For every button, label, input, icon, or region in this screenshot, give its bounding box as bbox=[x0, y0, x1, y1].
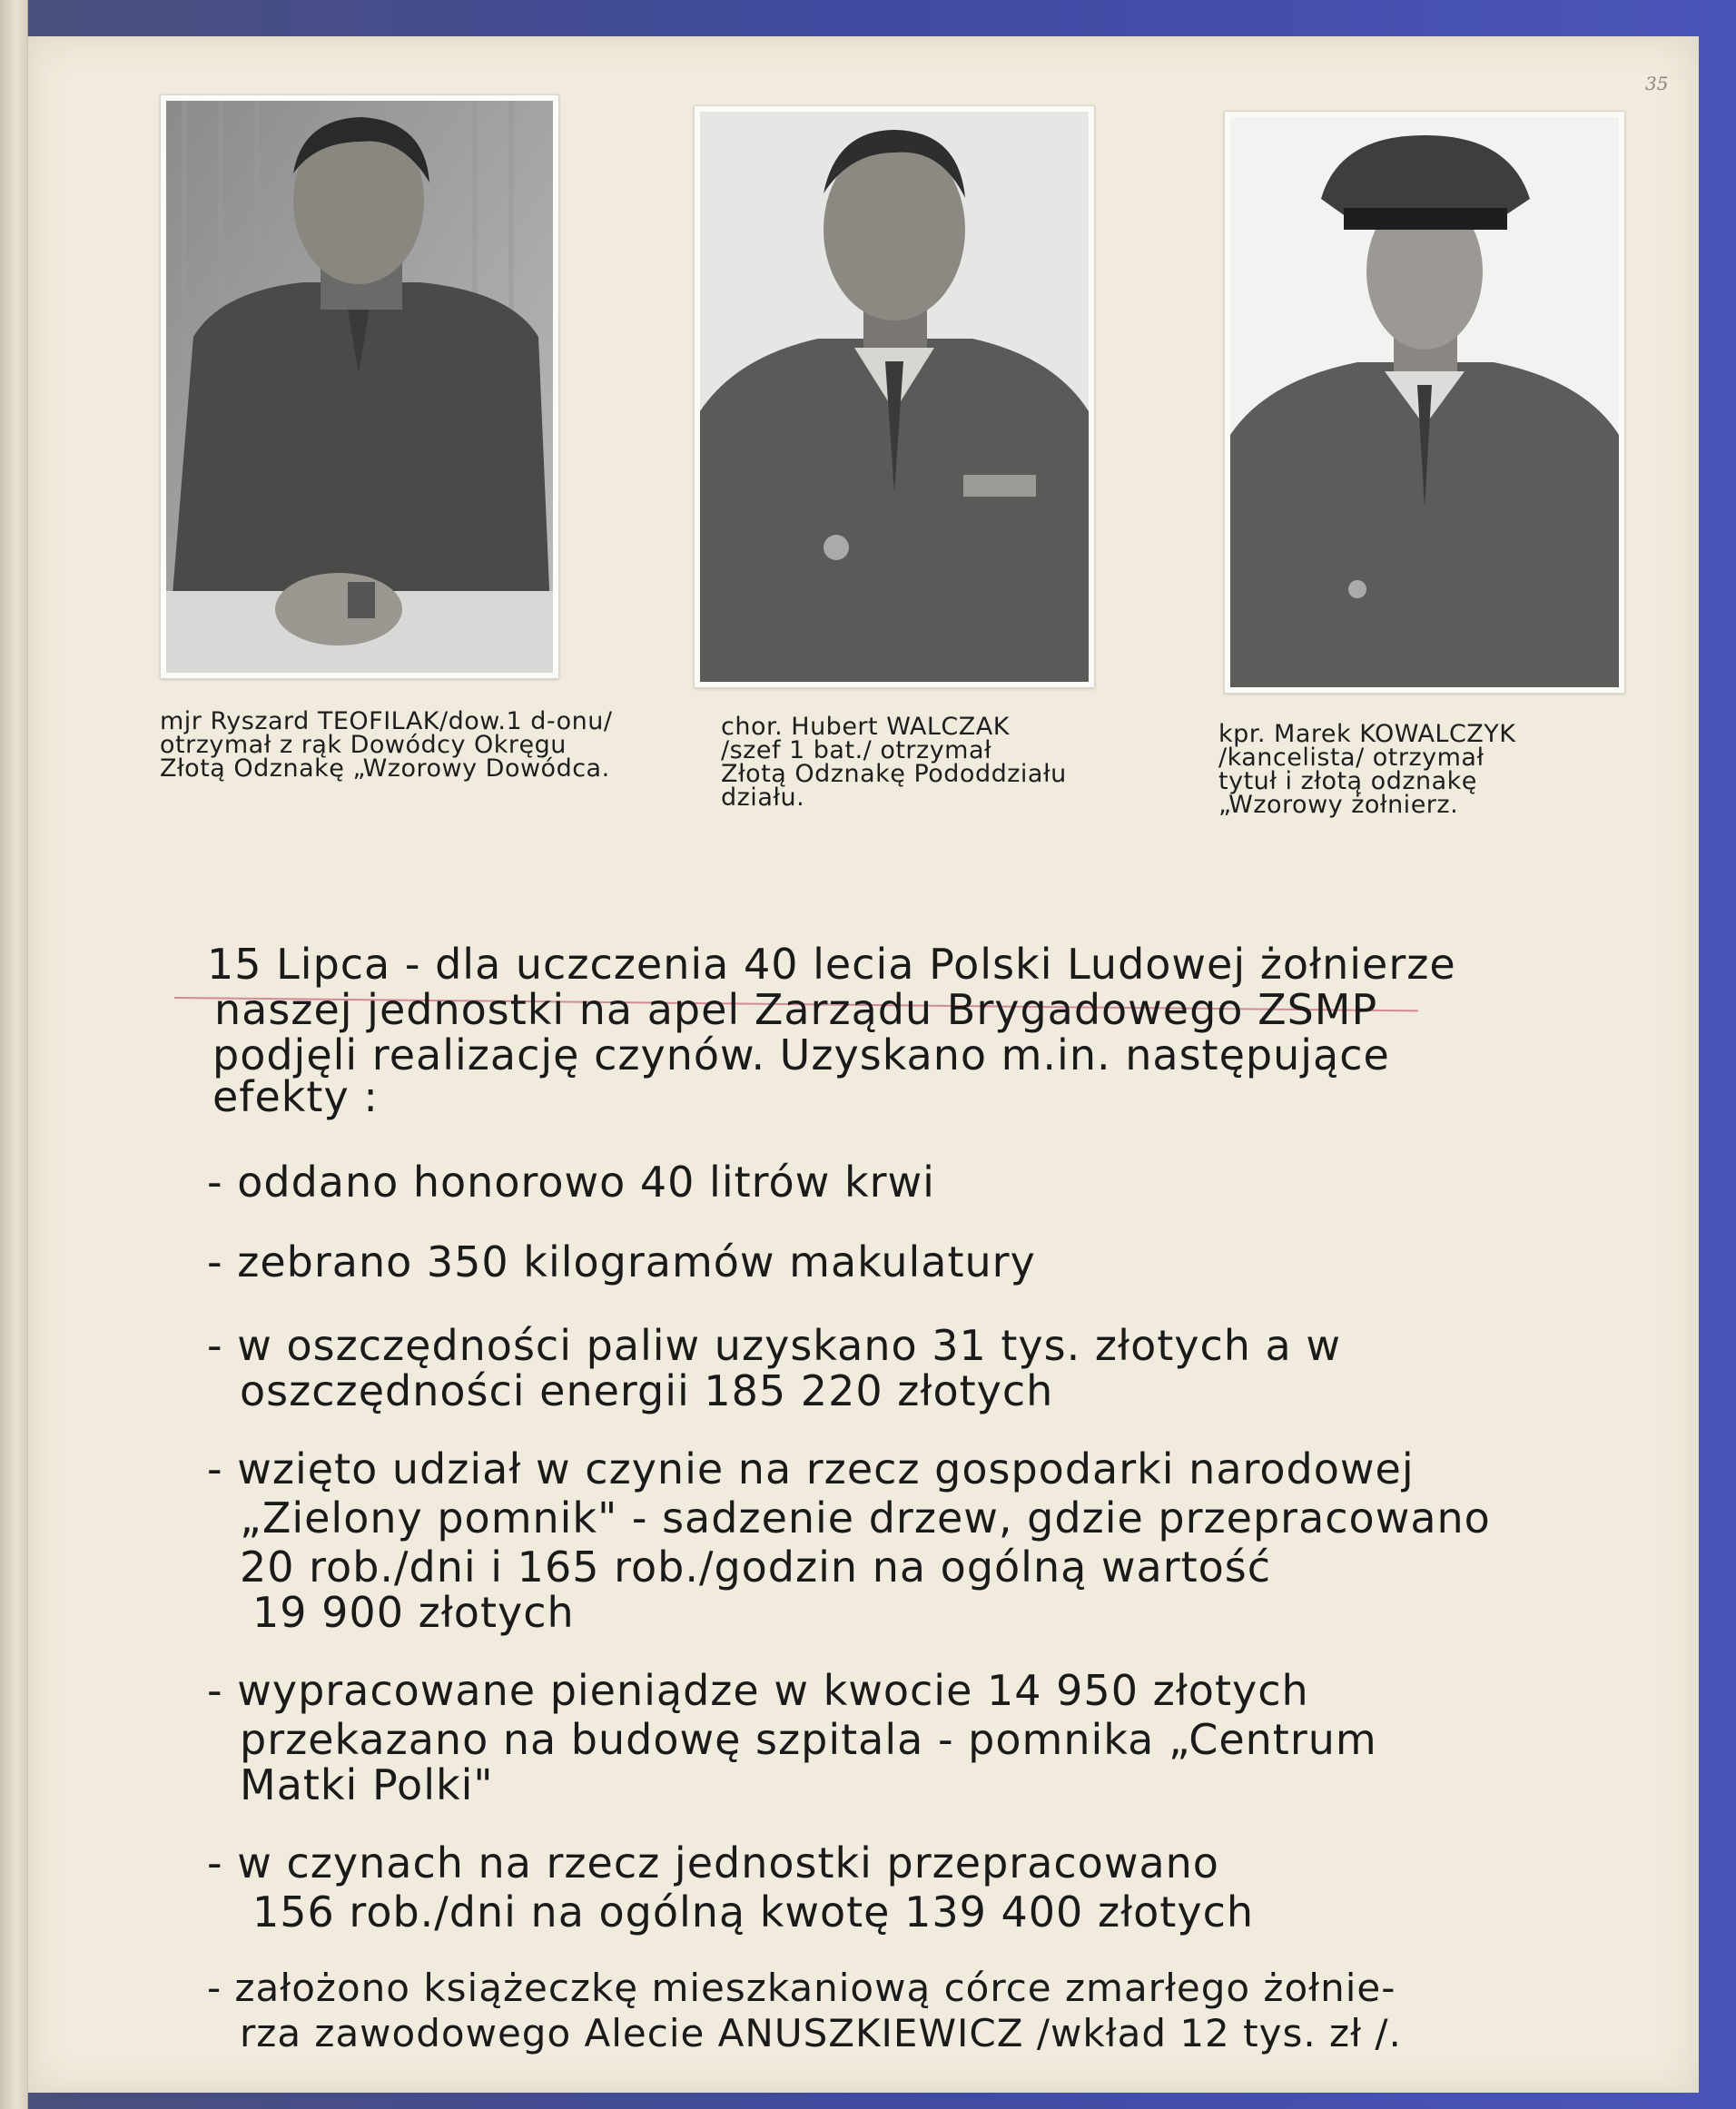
body-line: „Zielony pomnik" - sadzenie drzew, gdzie przepracowano bbox=[240, 1493, 1491, 1542]
portrait-1-image bbox=[166, 101, 553, 673]
body-line: efekty : bbox=[212, 1072, 379, 1121]
body-line: przekazano na budowę szpitala - pomnika „Centrum bbox=[240, 1715, 1377, 1764]
body-line: - wzięto udział w czynie na rzecz gospodarki narodowej bbox=[207, 1444, 1415, 1493]
body-line: 15 Lipca - dla uczczenia 40 lecia Polski Ludowej żołnierze bbox=[207, 940, 1456, 989]
caption-line: /szef 1 bat./ otrzymał bbox=[721, 736, 992, 764]
body-line: Matki Polki" bbox=[240, 1760, 494, 1809]
photo-2-caption bbox=[721, 715, 1067, 810]
caption-line: mjr Ryszard TEOFILAK/dow.1 d-onu/ bbox=[160, 707, 613, 735]
body-line: 19 900 złotych bbox=[252, 1588, 575, 1637]
body-line: - w oszczędności paliw uzyskano 31 tys. złotych a w bbox=[207, 1321, 1341, 1370]
caption-line: działu. bbox=[721, 783, 805, 812]
portrait-2-image bbox=[700, 112, 1089, 682]
caption-line: tytuł i złotą odznakę bbox=[1218, 767, 1477, 795]
caption-line: kpr. Marek KOWALCZYK bbox=[1218, 720, 1516, 748]
portrait-3-image bbox=[1230, 117, 1619, 687]
body-line: - założono książeczkę mieszkaniową córce zmarłego żołnie- bbox=[207, 1966, 1396, 2010]
page-number: 35 bbox=[1645, 73, 1669, 94]
caption-line: otrzymał z rąk Dowódcy Okręgu bbox=[160, 731, 567, 759]
body-line: 156 rob./dni na ogólną kwotę 139 400 złotych bbox=[252, 1887, 1255, 1937]
caption-line: „Wzorowy żołnierz. bbox=[1218, 791, 1459, 819]
caption-line: chor. Hubert WALCZAK bbox=[721, 713, 1010, 741]
photo-3-caption bbox=[1218, 720, 1516, 819]
body-line: naszej jednostki na apel Zarządu Brygadowego ZSMP bbox=[214, 985, 1378, 1034]
portrait-photo-2 bbox=[694, 105, 1095, 688]
photo-1-caption bbox=[160, 707, 613, 783]
body-line: - w czynach na rzecz jednostki przepracowano bbox=[207, 1838, 1219, 1887]
caption-line: /kancelista/ otrzymał bbox=[1218, 744, 1484, 772]
caption-line: Złotą Odznakę „Wzorowy Dowódca. bbox=[160, 754, 610, 783]
body-line: - zebrano 350 kilogramów makulatury bbox=[207, 1237, 1036, 1286]
caption-line: Złotą Odznakę Pododdziału bbox=[721, 760, 1067, 788]
body-line: - wypracowane pieniądze w kwocie 14 950 złotych bbox=[207, 1666, 1309, 1715]
body-line: podjęli realizację czynów. Uzyskano m.in. następujące bbox=[212, 1030, 1390, 1079]
portrait-photo-3 bbox=[1224, 111, 1625, 694]
album-spine bbox=[0, 0, 28, 2109]
body-line: 20 rob./dni i 165 rob./godzin na ogólną wartość bbox=[240, 1542, 1272, 1592]
portrait-photo-1 bbox=[160, 94, 559, 679]
body-line: oszczędności energii 185 220 złotych bbox=[240, 1366, 1054, 1415]
body-line: - oddano honorowo 40 litrów krwi bbox=[207, 1158, 935, 1207]
body-line: rza zawodowego Alecie ANUSZKIEWICZ /wkład 12 tys. zł /. bbox=[240, 2011, 1402, 2055]
